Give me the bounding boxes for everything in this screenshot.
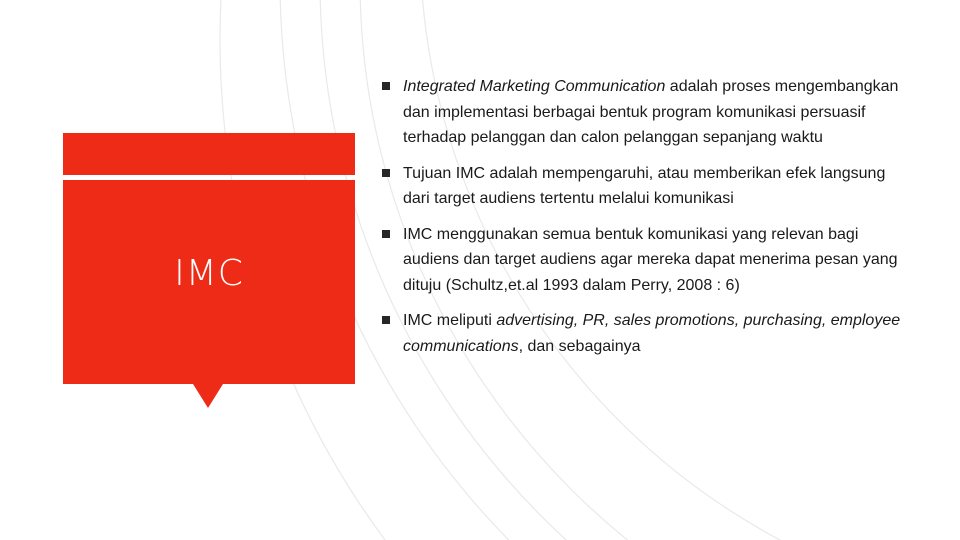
bullet-text-segment: IMC menggunakan semua bentuk komunikasi yang relevan bagi audiens dan target audiens agar mereka dapat menerima pesan yang dituju (Schultz,et.al 1993 dalam Perry, 2008 : 6) xyxy=(403,225,898,294)
slide-title: IMC xyxy=(174,253,244,294)
bullet-square-icon xyxy=(382,230,390,238)
bullet-text-segment: adalah proses mengembangkan dan implementasi berbagai bentuk program komunikasi persuasif terhadap pelanggan dan calon pelanggan sepanjang waktu xyxy=(403,78,899,146)
bullet-item xyxy=(382,308,902,359)
bullet-square-icon xyxy=(382,82,390,90)
bullet-text xyxy=(403,78,898,146)
title-panel-pointer xyxy=(193,384,223,408)
bullet-text xyxy=(403,165,885,208)
bullet-item xyxy=(382,222,902,299)
bullet-text xyxy=(403,312,900,355)
bullet-square-icon xyxy=(382,316,390,324)
bullet-text-segment: advertising, PR, sales promotions, purchasing, employee communications xyxy=(403,312,901,355)
bullet-square-icon xyxy=(382,169,390,177)
bullet-item xyxy=(382,74,902,151)
bullet-text-segment: IMC meliputi xyxy=(403,312,497,329)
bullet-text-segment: Tujuan IMC adalah mempengaruhi, atau memberikan efek langsung dari target audiens tertentu melalui komunikasi xyxy=(403,164,886,207)
bullet-text-segment: Integrated Marketing Communication xyxy=(403,78,666,95)
bullet-text-segment: , dan sebagainya xyxy=(518,337,641,355)
bullet-text xyxy=(403,226,898,294)
accent-strip xyxy=(63,133,355,175)
bullet-item xyxy=(382,161,902,212)
bullet-list xyxy=(382,74,902,369)
